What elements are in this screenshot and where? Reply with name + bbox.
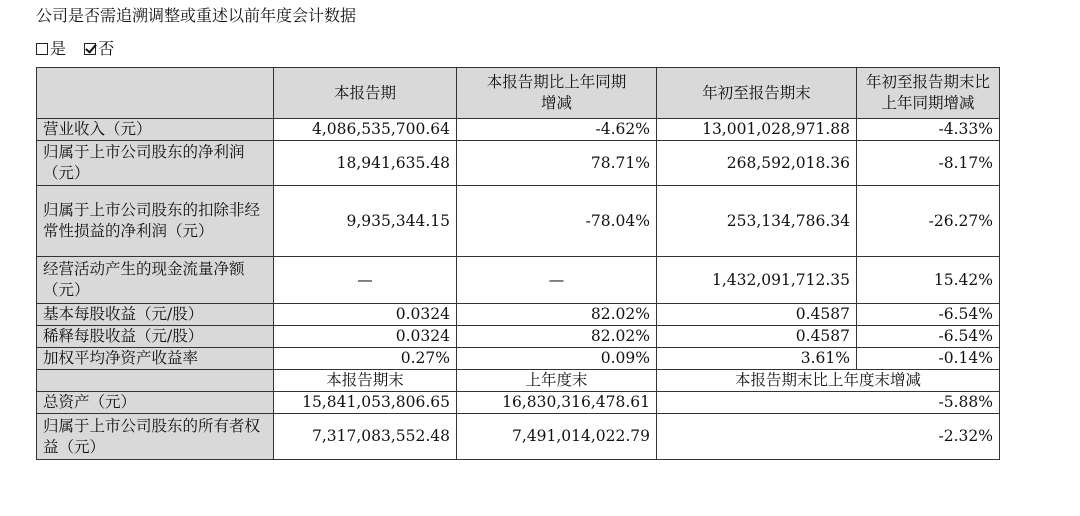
table-row — [37, 257, 1000, 304]
cell-value: 268,592,018.36 — [657, 141, 857, 186]
cell-value: — — [274, 257, 457, 304]
cell-value: 0.09% — [457, 348, 657, 370]
header2-blank — [37, 370, 274, 392]
row-label: 营业收入（元） — [37, 119, 274, 141]
cell-value: -4.33% — [857, 119, 1000, 141]
cell-value: 0.0324 — [274, 304, 457, 326]
table-row — [37, 348, 1000, 370]
cell-value: 0.0324 — [274, 326, 457, 348]
cell-value: 18,941,635.48 — [274, 141, 457, 186]
cell-value: -4.62% — [457, 119, 657, 141]
cell-value: 16,830,316,478.61 — [457, 392, 657, 414]
row-label: 总资产（元） — [37, 392, 274, 414]
financial-data-table — [36, 67, 1000, 460]
table-row — [37, 414, 1000, 460]
cell-value: 0.4587 — [657, 304, 857, 326]
option-no-label: 否 — [98, 39, 115, 58]
cell-value: -26.27% — [857, 186, 1000, 257]
cell-value: 78.71% — [457, 141, 657, 186]
checkbox-no[interactable] — [84, 43, 96, 55]
cell-value: -6.54% — [857, 304, 1000, 326]
cell-value: 0.27% — [274, 348, 457, 370]
cell-value: 7,491,014,022.79 — [457, 414, 657, 460]
header-ytd-change: 年初至报告期末比上年同期增减 — [857, 68, 1000, 119]
option-yes-label: 是 — [50, 39, 67, 58]
cell-value: -8.17% — [857, 141, 1000, 186]
row-label: 稀释每股收益（元/股） — [37, 326, 274, 348]
row-label: 归属于上市公司股东的扣除非经常性损益的净利润（元） — [37, 186, 274, 257]
cell-value: 1,432,091,712.35 — [657, 257, 857, 304]
restatement-options — [36, 36, 114, 59]
cell-value: -6.54% — [857, 326, 1000, 348]
table-row — [37, 326, 1000, 348]
cell-value: 15,841,053,806.65 — [274, 392, 457, 414]
row-label: 加权平均净资产收益率 — [37, 348, 274, 370]
cell-value: -0.14% — [857, 348, 1000, 370]
cell-value: 13,001,028,971.88 — [657, 119, 857, 141]
row-label: 归属于上市公司股东的所有者权益（元） — [37, 414, 274, 460]
table-row — [37, 119, 1000, 141]
table-row — [37, 392, 1000, 414]
cell-value: -2.32% — [657, 414, 1000, 460]
row-label: 经营活动产生的现金流量净额（元） — [37, 257, 274, 304]
table-row — [37, 186, 1000, 257]
cell-value: -78.04% — [457, 186, 657, 257]
cell-value: 0.4587 — [657, 326, 857, 348]
header-period-end: 本报告期末 — [274, 370, 457, 392]
cell-value: 7,317,083,552.48 — [274, 414, 457, 460]
row-label: 基本每股收益（元/股） — [37, 304, 274, 326]
cell-value: 9,935,344.15 — [274, 186, 457, 257]
cell-value: 253,134,786.34 — [657, 186, 857, 257]
table-row — [37, 141, 1000, 186]
header-current-period: 本报告期 — [274, 68, 457, 119]
cell-value: 3.61% — [657, 348, 857, 370]
header-current-period-change: 本报告期比上年同期增减 — [457, 68, 657, 119]
header-ytd: 年初至报告期末 — [657, 68, 857, 119]
header-prior-year-end: 上年度末 — [457, 370, 657, 392]
cell-value: -5.88% — [657, 392, 1000, 414]
cell-value: 4,086,535,700.64 — [274, 119, 457, 141]
header-row-2 — [37, 370, 1000, 392]
header-blank — [37, 68, 274, 119]
cell-value: 15.42% — [857, 257, 1000, 304]
cell-value: 82.02% — [457, 304, 657, 326]
cell-value: 82.02% — [457, 326, 657, 348]
question-text: 公司是否需追溯调整或重述以前年度会计数据 — [36, 6, 357, 25]
cell-value: — — [457, 257, 657, 304]
row-label: 归属于上市公司股东的净利润（元） — [37, 141, 274, 186]
checkbox-yes[interactable] — [36, 43, 48, 55]
table-row — [37, 304, 1000, 326]
header-row — [37, 68, 1000, 119]
header-period-end-change: 本报告期末比上年度末增减 — [657, 370, 1000, 392]
